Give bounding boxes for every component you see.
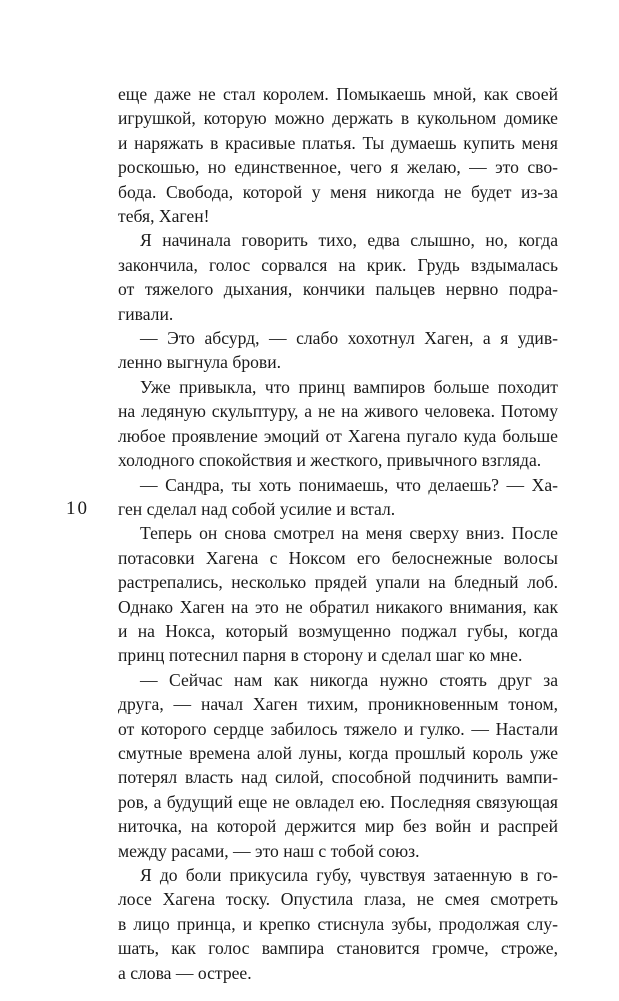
text-line: — Сейчас нам как никогда нужно стоять друг за: [140, 669, 558, 690]
text-line: а слова — острее.: [118, 962, 252, 983]
text-line: потасовки Хагена с Ноксом его белоснежные волосы: [118, 547, 558, 568]
text-line: растрепались, несколько прядей упали на бледный лоб.: [118, 572, 558, 593]
text-line: Я начинала говорить тихо, едва слышно, но, когда: [140, 230, 558, 251]
text-line: бода. Свобода, которой у меня никогда не будет из-за: [118, 181, 558, 202]
paragraph: [118, 473, 558, 522]
text-line: любое проявление эмоций от Хагена пугало куда больше: [118, 425, 558, 446]
page-number: 10: [66, 498, 89, 519]
paragraph: [118, 326, 558, 375]
text-line: и наряжать в красивые платья. Ты думаешь купить меня: [118, 132, 558, 153]
text-line: роскошью, но единственное, чего я желаю, — это сво-: [118, 157, 558, 178]
text-line: между расами, — это наш с тобой союз.: [118, 840, 420, 861]
text-line: и на Нокса, который возмущенно поджал губы, когда: [118, 620, 558, 641]
text-line: в лицо принца, и крепко стиснула зубы, продолжая слу-: [118, 913, 558, 934]
text-line: тебя, Хаген!: [118, 206, 210, 227]
text-line: потерял власть над силой, способной подчинить вампи-: [118, 767, 558, 788]
paragraph: [118, 228, 558, 326]
text-line: еще даже не стал королем. Помыкаешь мной, как своей: [118, 84, 558, 104]
text-line: ген сделал над собой усилие и встал.: [118, 498, 396, 519]
text-line: Уже привыкла, что принц вампиров больше походит: [140, 376, 558, 397]
text-line: лосе Хагена тоску. Опустила глаза, не смея смотреть: [118, 889, 558, 910]
text-line: принц потеснил парня в сторону и сделал шаг ко мне.: [118, 645, 523, 666]
text-line: друга, — начал Хаген тихим, проникновенным тоном,: [118, 694, 558, 715]
text-line: холодного спокойствия и жесткого, привычного взгляда.: [118, 450, 542, 471]
text-line: Однако Хаген на это не обратил никакого внимания, как: [118, 596, 558, 617]
text-line: Теперь он снова смотрел на меня сверху вниз. После: [140, 523, 558, 544]
paragraph: [118, 521, 558, 667]
paragraph: [118, 82, 558, 228]
body-text: [118, 82, 558, 985]
paragraph: [118, 863, 558, 985]
text-line: ниточка, на которой держится мир без войн и распрей: [118, 816, 558, 837]
text-line: на ледяную скульптуру, а не на живого человека. Потому: [118, 401, 558, 422]
text-line: гивали.: [118, 303, 174, 324]
text-line: от тяжелого дыхания, кончики пальцев нервно подра-: [118, 279, 558, 300]
text-line: шать, как голос вампира становится громче, строже,: [118, 938, 558, 959]
text-line: — Это абсурд, — слабо хохотнул Хаген, а я удив-: [140, 328, 558, 349]
text-line: ленно выгнула брови.: [118, 352, 282, 373]
text-line: игрушкой, которую можно держать в кукольном домике: [118, 108, 558, 129]
text-line: смутные времена алой луны, когда прошлый король уже: [118, 742, 558, 763]
text-line: — Сандра, ты хоть понимаешь, что делаешь? — Ха-: [140, 474, 558, 495]
text-line: ров, а будущий еще не овладел ею. Последняя связующая: [118, 791, 558, 812]
text-line: от которого сердце забилось тяжело и гулко. — Настали: [118, 718, 558, 739]
text-line: Я до боли прикусила губу, чувствуя затаенную в го-: [140, 865, 558, 885]
text-line: закончила, голос сорвался на крик. Грудь вздымалась: [118, 254, 558, 275]
paragraph: [118, 668, 558, 863]
paragraph: [118, 375, 558, 473]
